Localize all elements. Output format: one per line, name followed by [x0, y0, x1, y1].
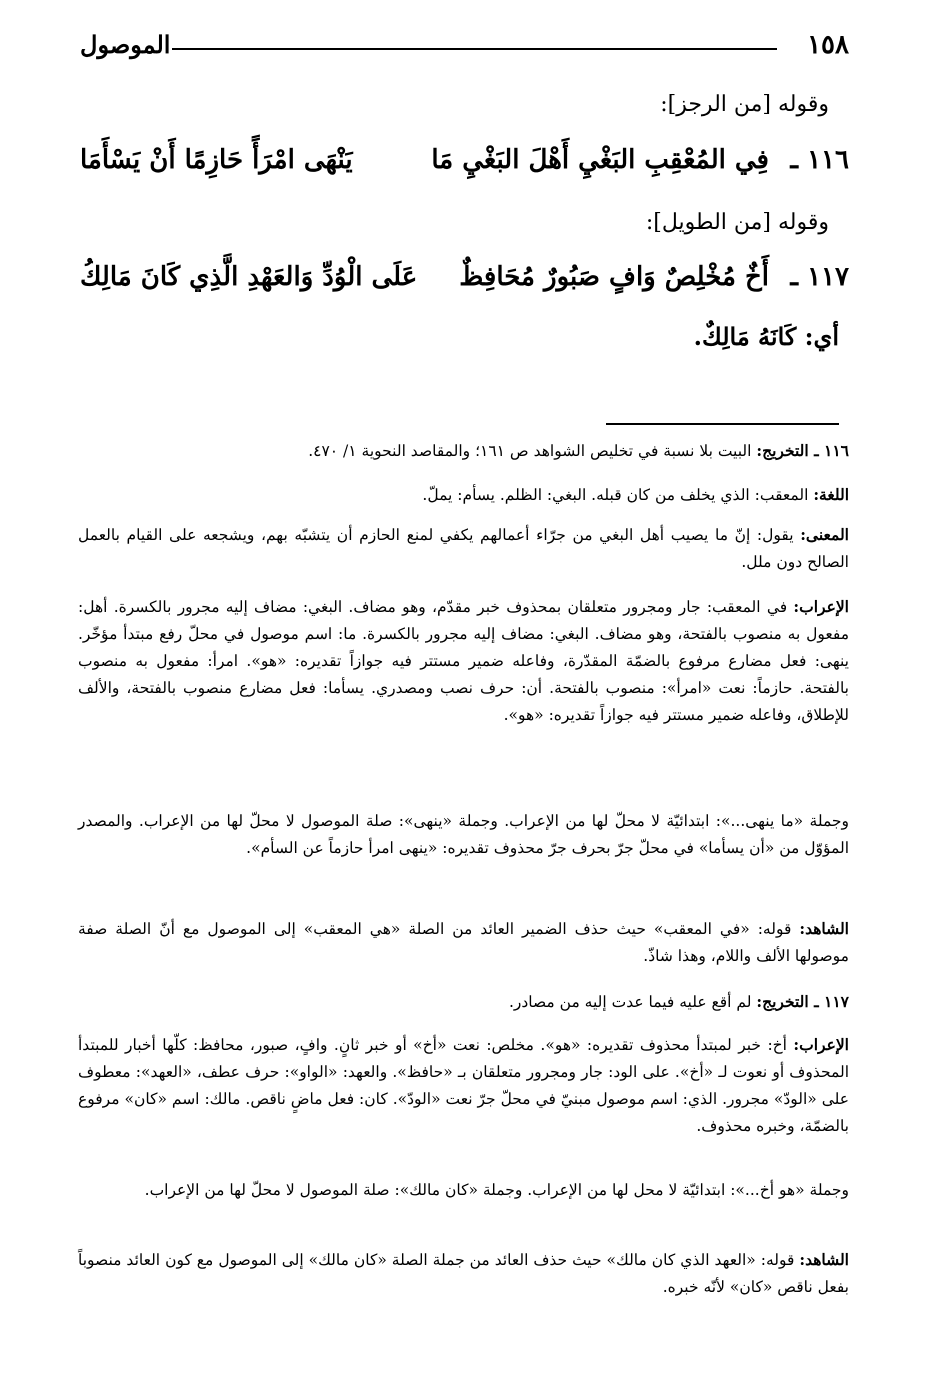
- footnote-label: ١١٦ ـ التخريج:: [756, 441, 849, 460]
- verse-hemistich-second: عَلَى الْوُدِّ وَالعَهْدِ الَّذِي كَانَ مَالِكُ: [80, 262, 418, 292]
- header-rule: [172, 48, 777, 50]
- footnote-takhrij: [78, 437, 849, 465]
- verse-hemistich-first: أَخٌ مُخْلِصٌ وَافٍ صَبُورٌ مُحَافِظٌ: [459, 262, 769, 292]
- footnote-label: اللغة:: [813, 485, 849, 504]
- footnote-text: يقول: إنّ ما يصيب أهل البغي من جرّاء أعمالهم يكفي لمنع الحازم أن يتشبّه بهم، ويشجعه على القيام بالعمل الصالح دون ملل.: [78, 526, 849, 571]
- footnote-text: أخ: خبر لمبتدأ محذوف تقديره: «هو». مخلص: نعت «أخ» أو خبر ثانٍ. وافٍ، صبور، محافظ: كلّها أخبار للمبتدأ المحذوف أو نعوت لـ «أخ». على الود: جار ومجرور متعلقان بـ «حافظ». والعهد: «الواو»: حرف عطف، «العهد»: معطوف على «الودّ» مجرور. الذي: اسم موصول مبنيّ في محلّ جرّ نعت «الودّ». كان: فعل ماضٍ ناقص. مالك: اسم «كان» مرفوع بالضمّة، وخبره محذوف.: [78, 1036, 849, 1135]
- footnote-irab-117: [78, 1031, 849, 1140]
- verse-number: ١١٦ ـ: [790, 145, 849, 175]
- verse-intro: وقوله [من الطويل]:: [645, 210, 829, 235]
- footnote-text: المعقب: الذي يخلف من كان قبله. البغي: الظلم. يسأم: يملّ.: [422, 486, 814, 504]
- footnote-text: لم أقع عليه فيما عدت إليه من مصادر.: [508, 993, 757, 1011]
- footnote-shahid: [78, 915, 849, 970]
- footnote-text: قوله: «العهد الذي كان مالك» حيث حذف العائد من جملة الصلة «كان مالك» إلى الموصول مع كون العائد منصوباً بفعل ناقص «كان» لأنّه خبره.: [78, 1251, 849, 1296]
- footnote-text: وجملة «هو أخ...»: ابتدائيّة لا محل لها من الإعراب. وجملة «كان مالك»: صلة الموصول لا محلّ لها من الإعراب.: [144, 1181, 849, 1199]
- verse-hemistich-first: فِي المُعْقِبِ البَغْيِ أَهْلَ البَغْيِ مَا: [431, 145, 769, 175]
- footnote-text: البيت بلا نسبة في تخليص الشواهد ص ١٦١؛ والمقاصد النحوية ١/ ٤٧٠.: [308, 442, 757, 460]
- footnote-jumla: [78, 808, 849, 862]
- verse-hemistich-second: يَنْهَى امْرَأً حَازِمًا أَنْ يَسْأَمَا: [80, 145, 353, 175]
- footnote-text: في المعقب: جار ومجرور متعلقان بمحذوف خبر مقدّم، وهو مضاف. البغي: مضاف إليه مجرور بالكسرة. أهل: مفعول به منصوب بالفتحة، وهو مضاف. البغي: مضاف إليه مجرور بالكسرة. ما: اسم موصول في محلّ رفع مبتدأ مؤخّر. ينهى: فعل مضارع مرفوع بالضمّة المقدّرة، وفاعله ضمير مستتر فيه جوازاً تقديره: «هو». امرأ: مفعول به منصوب بالفتحة. حازماً: نعت «امرأ»: منصوب بالفتحة. أن: حرف نصب ومصدري. يسأما: فعل مضارع منصوب بالفتحة، والألف للإطلاق، وفاعله ضمير مستتر فيه جوازاً تقديره: «هو».: [78, 598, 849, 724]
- page-number: ١٥٨: [807, 30, 849, 60]
- footnote-label: الشاهد:: [799, 919, 849, 938]
- footnote-label: المعنى:: [800, 525, 849, 544]
- footnote-label: الإعراب:: [793, 1035, 849, 1054]
- footnote-maana: [78, 521, 849, 576]
- footnote-label: الإعراب:: [793, 597, 849, 616]
- footnote-text: وجملة «ما ينهى...»: ابتدائيّة لا محلّ لها من الإعراب. وجملة «ينهى»: صلة الموصول لا محلّ لها من الإعراب. والمصدر المؤوّل من «أن يسأما» في محلّ جرّ بحرف جرّ محذوف تقديره: «ينهى امرأ حازماً عن السأم».: [78, 812, 849, 857]
- footnote-label: ١١٧ ـ التخريج:: [756, 992, 849, 1011]
- footnote-irab: [78, 593, 849, 729]
- footnote-lugha: [78, 481, 849, 509]
- page-header: [80, 30, 849, 66]
- verse-explanation: أي: كَانَهُ مَالِكٌ.: [693, 322, 839, 351]
- running-title: الموصول: [80, 30, 171, 59]
- footnote-text: قوله: «في المعقب» حيث حذف الضمير العائد من الصلة «هي المعقب» إلى الموصول مع أنّ الصلة صفة موصولها الألف واللام، وهذا شاذّ.: [78, 920, 849, 965]
- verse-number: ١١٧ ـ: [790, 262, 849, 292]
- footnote-label: الشاهد:: [799, 1250, 849, 1269]
- footnote-shahid-117: [78, 1246, 849, 1301]
- verse-intro: وقوله [من الرجز]:: [660, 92, 829, 117]
- footnote-jumla-117: [78, 1177, 849, 1204]
- footnote-separator: [606, 423, 839, 425]
- footnote-takhrij-117: [78, 988, 849, 1016]
